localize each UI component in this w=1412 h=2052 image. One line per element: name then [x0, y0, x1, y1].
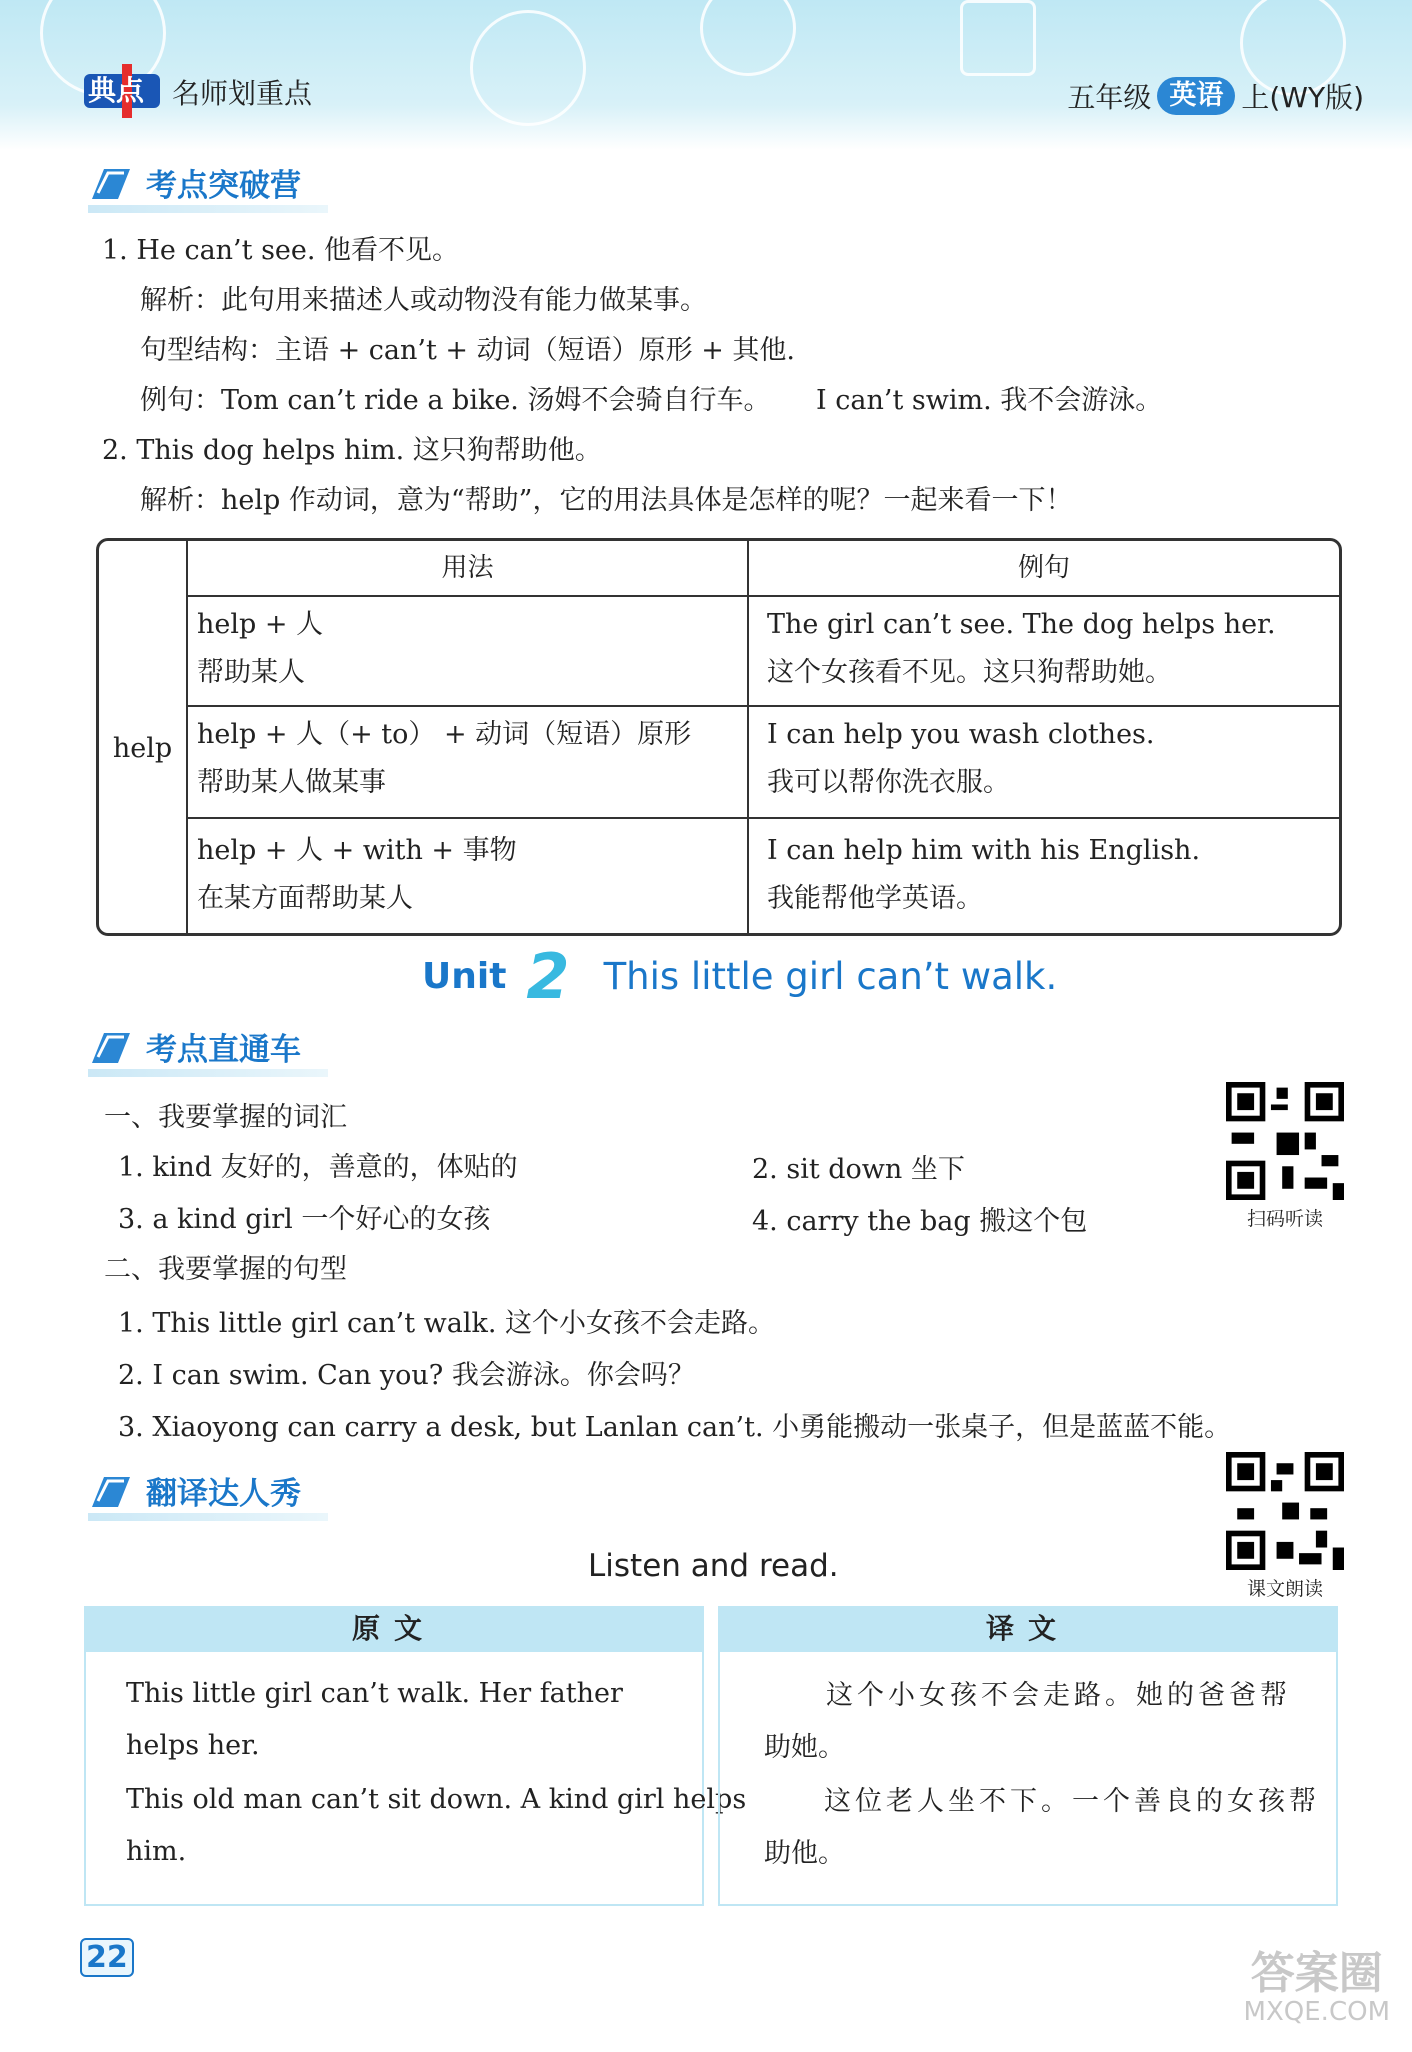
translation-line: 这位老人坐不下。一个善良的女孩帮 [824, 1786, 1320, 1817]
original-line: helps her. [126, 1730, 260, 1761]
original-line: him. [126, 1836, 187, 1867]
unit-title [422, 940, 1057, 1013]
table-divider [186, 705, 1339, 707]
section-title: 翻译达人秀 [146, 1476, 301, 1512]
vocab-item: 3. a kind girl 一个好心的女孩 [118, 1204, 491, 1235]
translation-table [84, 1606, 1338, 1906]
translation-line: 这个小女孩不会走路。她的爸爸帮 [826, 1680, 1291, 1711]
pattern-item: 3. Xiaoyong can carry a desk, but Lanlan can’t. 小勇能搬动一张桌子，但是蓝蓝不能。 [118, 1412, 1232, 1443]
section-heading-breakthrough [88, 160, 301, 205]
head-translation: 译文 [718, 1606, 1338, 1652]
table-row-label: help [112, 733, 173, 764]
brand-name: 名师划重点 [172, 77, 313, 110]
table-header-example: 例句 [1017, 553, 1070, 583]
table-usage-formula: help + 人（+ to） + 动词（短语）原形 [197, 719, 692, 750]
translation-text-box [718, 1652, 1338, 1906]
table-example-en: I can help you wash clothes. [767, 719, 1155, 750]
listen-instruction: Listen and read. [588, 1548, 839, 1584]
section-underline [88, 1513, 328, 1521]
vocab-heading: 一、我要掌握的词汇 [104, 1102, 347, 1133]
grade-info [1067, 76, 1364, 116]
table-divider [747, 541, 749, 933]
section-underline [88, 205, 328, 213]
qr-listen[interactable] [1226, 1082, 1344, 1231]
grade-label: 五年级 [1067, 81, 1152, 114]
table-example-en: I can help him with his English. [767, 835, 1201, 866]
qr-code-icon [1226, 1452, 1344, 1570]
translation-line: 助他。 [764, 1838, 845, 1869]
section-heading-translation [88, 1468, 301, 1513]
pencil-book-icon [88, 163, 134, 203]
original-line: This old man can’t sit down. A kind girl helps [126, 1784, 747, 1815]
vocab-item: 4. carry the bag 搬这个包 [752, 1206, 1088, 1237]
point-1-example-b: I can’t swim. 我不会游泳。 [816, 385, 1163, 416]
table-example-zh: 这个女孩看不见。这只狗帮助她。 [767, 657, 1172, 688]
unit-name: This little girl can’t walk. [603, 955, 1058, 998]
watermark-line: 答案圈 [1250, 1948, 1383, 1999]
qr-label: 课文朗读 [1246, 1578, 1323, 1600]
subject-badge: 英语 [1157, 77, 1235, 115]
table-example-zh: 我能帮他学英语。 [767, 883, 983, 914]
table-usage-meaning: 帮助某人做某事 [197, 767, 386, 798]
point-1-analysis: 解析：此句用来描述人或动物没有能力做某事。 [140, 285, 707, 316]
table-usage-formula: help + 人 + with + 事物 [197, 835, 517, 866]
original-text-box [84, 1652, 747, 1906]
brand-logo [82, 60, 162, 120]
pencil-book-icon [88, 1027, 134, 1067]
qr-read[interactable] [1226, 1452, 1344, 1601]
point-2-analysis: 解析：help 作动词，意为“帮助”，它的用法具体是怎样的呢？一起来看一下！ [140, 485, 1073, 516]
point-1-structure: 句型结构：主语 + can’t + 动词（短语）原形 + 其他. [140, 335, 795, 366]
point-1-sentence: 1. He can’t see. 他看不见。 [102, 235, 460, 266]
header-doodle [470, 10, 586, 126]
pattern-item: 2. I can swim. Can you? 我会游泳。你会吗？ [118, 1360, 695, 1391]
table-usage-formula: help + 人 [197, 609, 324, 640]
section-heading-express [88, 1024, 301, 1069]
header-doodle [960, 0, 1036, 76]
head-original: 原文 [84, 1606, 704, 1652]
vocab-item: 1. kind 友好的，善意的，体贴的 [118, 1152, 518, 1183]
pencil-book-icon [88, 1471, 134, 1511]
translation-line: 助她。 [764, 1732, 845, 1763]
point-1-example-a: 例句：Tom can’t ride a bike. 汤姆不会骑自行车。 [140, 385, 771, 416]
page-number: 22 [80, 1938, 134, 1977]
table-example-zh: 我可以帮你洗衣服。 [767, 767, 1010, 798]
point-2-sentence: 2. This dog helps him. 这只狗帮助他。 [102, 435, 602, 466]
section-underline [88, 1069, 328, 1077]
qr-code-icon [1226, 1082, 1344, 1200]
edition-label: 上(WY版) [1241, 81, 1364, 114]
header-doodle [700, 0, 796, 76]
qr-label: 扫码听读 [1246, 1208, 1323, 1230]
table-divider [186, 541, 188, 933]
pattern-heading: 二、我要掌握的句型 [104, 1254, 347, 1285]
original-line: This little girl can’t walk. Her father [126, 1678, 623, 1709]
logo-text: 典点 [88, 74, 145, 107]
unit-word: Unit [422, 956, 507, 997]
help-usage-table [96, 538, 1342, 936]
section-title: 考点突破营 [146, 168, 301, 204]
watermark-line: MXQE.COM [1243, 1997, 1390, 2028]
table-usage-meaning: 在某方面帮助某人 [197, 883, 413, 914]
section-title: 考点直通车 [146, 1032, 301, 1068]
pattern-item: 1. This little girl can’t walk. 这个小女孩不会走路。 [118, 1308, 776, 1339]
vocab-item: 2. sit down 坐下 [752, 1154, 965, 1185]
table-divider [186, 595, 1339, 597]
table-header-usage: 用法 [441, 553, 494, 583]
table-divider [186, 817, 1339, 819]
unit-number: 2 [526, 940, 570, 1013]
table-usage-meaning: 帮助某人 [197, 657, 305, 688]
table-example-en: The girl can’t see. The dog helps her. [767, 609, 1276, 640]
watermark [1244, 1950, 1390, 2027]
